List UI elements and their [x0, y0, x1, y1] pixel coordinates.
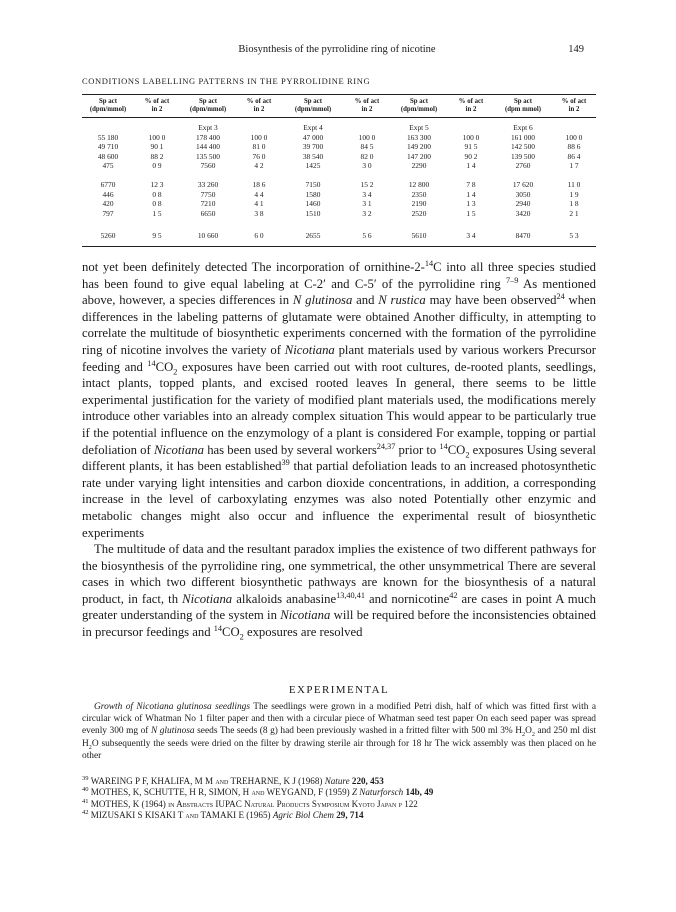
table-cell: 100 0 — [462, 132, 480, 142]
table-cell: 48 600 — [97, 151, 119, 161]
experiment-label — [236, 118, 282, 133]
reference-41: $^{41}$ MOTHES, K (1964) in Abstracts IUPAC Natural Products Symposium Kyoto Japan p 122 — [82, 797, 418, 809]
experiment-label: Expt 5 — [409, 123, 429, 132]
table-cell: 55 180 — [97, 132, 119, 142]
table-cell: 86 4 — [567, 151, 581, 161]
table-cell: 5 6 — [344, 218, 390, 246]
table-cell: 6650 — [200, 208, 216, 218]
table-row — [82, 142, 596, 152]
table-cell: 100 0 — [148, 132, 166, 142]
experiment-label: Expt 6 — [513, 123, 533, 132]
table-cell: 5610 — [390, 218, 448, 246]
table-cell: 90 1 — [150, 142, 164, 152]
table-cell: 139 500 — [510, 151, 536, 161]
column-header: % of act in 2 — [448, 95, 494, 118]
table-cell: 15 2 — [360, 179, 374, 189]
table-cell: 4 2 — [254, 161, 264, 171]
column-header: Sp act (dpm mmol) — [494, 95, 552, 118]
table-cell: 88 6 — [567, 142, 581, 152]
experiment-label — [552, 118, 596, 133]
table-cell: 7 8 — [466, 179, 476, 189]
table-body — [82, 118, 596, 247]
experimental-subhead: Growth of Nicotiana glutinosa seedlings — [94, 702, 250, 712]
experiment-label: Expt 4 — [303, 123, 323, 132]
table-cell: 12 3 — [150, 179, 164, 189]
table-cell: 49 710 — [97, 142, 119, 152]
table-cell: 3 4 — [362, 189, 372, 199]
table-cell: 1 4 — [466, 189, 476, 199]
table-cell: 6 0 — [236, 218, 282, 246]
table-cell: 3420 — [515, 208, 531, 218]
table-cell: 2655 — [282, 218, 344, 246]
column-header: Sp act (dpm/mmol) — [82, 95, 134, 118]
table-cell: 76 0 — [252, 151, 266, 161]
table-row — [82, 171, 596, 190]
table-cell: 1 9 — [569, 189, 579, 199]
table-cell: 178 400 — [195, 132, 221, 142]
table-cell: 1 5 — [152, 208, 162, 218]
table-cell: 2 1 — [569, 208, 579, 218]
table-cell: 4 4 — [254, 189, 264, 199]
experimental-text: Growth of Nicotiana glutinosa seedlings The seedlings were grown in a modified Petri dish, half of which was fitted first with a circular wick of Whatman No 1 filter paper and then with a circular piece of Whatman seed test paper On each seed paper was spread evenly 300 mg of N glutinosa seeds The seeds (8 g) had been previously washed in a fritted filter with 500 ml 3% $H_2O_2$ and 250 ml dist $H_2O$ subsequently the seeds were dried on the filter by drawing sterile air through for 18 hr The wick assembly was then placed on he other — [82, 702, 597, 761]
table-cell: 1510 — [305, 208, 321, 218]
table-row — [82, 152, 596, 162]
body-paragraph-1: not yet been definitely detected The incorporation of ornithine-2-$^{14}$C into all three species studied has been found to give equal labeling at C-2′ and C-5′ of the pyrrolidine ring $^{7-9}$ As mentioned above, however, a species differences in N glutinosa and N rustica may have been observed$^{24}$ when differences in the labeling patterns of glutamate were obtained Another difficulty, in attempting to correlate the multitude of biosynthetic experiments concerned with the formation of the pyrrolidine ring of nicotine involves the variety of Nicotiana plant materials used by various workers Precursor feeding and $^{14}CO_2$ exposures have been carried out with root cultures, de-rooted plants, seedlings, intact plants, topped plants, and excised rooted leaves In general, there seems to be little experimental justification for the variety of modified plant materials used, the modifications merely introduce other variables into an already complex situation This would appear to be particularly true if the potential influence on the enzymology of a plant is considered For example, topping or partial defoliation of Nicotiana has been used by several workers$^{24,37}$ prior to $^{14}CO_2$ exposures Using several different plants, it has been established$^{39}$ that partial defoliation leads to an increased photosynthetic rate under varying light intensities and carbon dioxide concentrations, in addition, a corresponding increase in the level of carboxylating enzymes was also noted Potentially other enzymic and metabolic changes might also occur and influence the experimental result of biosynthetic experiments — [82, 258, 597, 540]
table-cell: 1580 — [305, 189, 321, 199]
experiment-label — [82, 118, 134, 133]
column-header: Sp act (dpm/mmol) — [282, 95, 344, 118]
reference-39: $^{39}$ WAREING P F, KHALIFA, M M and TREHARNE, K J (1968) Nature 220, 453 — [82, 774, 384, 786]
table-cell: 11 0 — [567, 179, 581, 189]
page-number: 149 — [568, 44, 584, 55]
table-row — [82, 190, 596, 200]
table-cell: 100 0 — [565, 132, 583, 142]
experiment-label: Expt 3 — [198, 123, 218, 132]
table-cell: 144 400 — [195, 142, 221, 152]
table-cell: 7750 — [200, 189, 216, 199]
table-cell: 2190 — [411, 199, 427, 209]
table-cell: 7210 — [200, 199, 216, 209]
table-cell: 475 — [102, 161, 114, 171]
table-cell: 2290 — [411, 161, 427, 171]
table-cell: 91 5 — [464, 142, 478, 152]
table-cell: 149 200 — [406, 142, 432, 152]
table-cell: 2760 — [515, 161, 531, 171]
table-cell: 797 — [102, 208, 114, 218]
table-cell: 135 500 — [195, 151, 221, 161]
table-cell: 9 5 — [134, 218, 180, 246]
table-cell: 7150 — [305, 179, 321, 189]
table-cell: 17 620 — [512, 179, 534, 189]
column-header: Sp act (dpm/mmol) — [180, 95, 236, 118]
table-cell: 3 0 — [362, 161, 372, 171]
table-cell: 0 8 — [152, 189, 162, 199]
table-cell: 4 1 — [254, 199, 264, 209]
table-cell: 2350 — [411, 189, 427, 199]
table-cell: 1425 — [305, 161, 321, 171]
table-cell: 8470 — [494, 218, 552, 246]
experiment-label-row — [82, 118, 596, 133]
table-cell: 1 8 — [569, 199, 579, 209]
table-row — [82, 133, 596, 143]
table-cell: 10 660 — [180, 218, 236, 246]
table-cell: 18 6 — [252, 179, 266, 189]
labelling-table — [82, 94, 596, 247]
table-header-row — [82, 95, 596, 118]
table-cell: 147 200 — [406, 151, 432, 161]
table-cell: 2520 — [411, 208, 427, 218]
table-cell: 5 3 — [552, 218, 596, 246]
experiment-label — [134, 118, 180, 133]
table-cell: 12 800 — [408, 179, 430, 189]
table-row — [82, 209, 596, 219]
table-cell: 1 3 — [466, 199, 476, 209]
table-cell: 446 — [102, 189, 114, 199]
column-header: % of act in 2 — [552, 95, 596, 118]
table-cell: 5260 — [82, 218, 134, 246]
table-cell: 7560 — [200, 161, 216, 171]
column-header: Sp act (dpm/mmol) — [390, 95, 448, 118]
table-cell: 6770 — [100, 179, 116, 189]
table-cell: 100 0 — [250, 132, 268, 142]
table-cell: 0 9 — [152, 161, 162, 171]
table-row — [82, 218, 596, 246]
column-header: % of act in 2 — [236, 95, 282, 118]
table-row — [82, 199, 596, 209]
table-cell: 2940 — [515, 199, 531, 209]
column-header: % of act in 2 — [134, 95, 180, 118]
reference-42: $^{42}$ MIZUSAKI S KISAKI T and TAMAKI E (1965) Agric Biol Chem 29, 714 — [82, 809, 364, 821]
table-cell: 420 — [102, 199, 114, 209]
table-cell: 88 2 — [150, 151, 164, 161]
table-cell: 3 1 — [362, 199, 372, 209]
table-cell: 3 4 — [448, 218, 494, 246]
table-cell: 82 0 — [360, 151, 374, 161]
experiment-label — [344, 118, 390, 133]
table-cell: 84 5 — [360, 142, 374, 152]
table-cell: 47 000 — [302, 132, 324, 142]
table-cell: 0 8 — [152, 199, 162, 209]
table-row — [82, 161, 596, 171]
table-cell: 90 2 — [464, 151, 478, 161]
table-cell: 3 8 — [254, 208, 264, 218]
body-text — [82, 259, 596, 641]
column-header: % of act in 2 — [344, 95, 390, 118]
experiment-label — [448, 118, 494, 133]
experimental-heading: EXPERIMENTAL — [288, 684, 390, 696]
table-cell: 100 0 — [358, 132, 376, 142]
running-title: Biosynthesis of the pyrrolidine ring of nicotine — [238, 44, 436, 55]
table-cell: 39 700 — [302, 142, 324, 152]
table-cell: 1 4 — [466, 161, 476, 171]
table-cell: 1460 — [305, 199, 321, 209]
body-paragraph-2: The multitude of data and the resultant paradox implies the existence of two different pathways for the biosynthesis of the pyrrolidine ring, one symmetrical, the other unsymmetrical There are several cases in which two different biosynthetic pathways are known for the biosynthesis of a natural product, in fact, th Nicotiana alkaloids anabasine$^{13,40,41}$ and nornicotine$^{42}$ are cases in point A much greater understanding of the system in Nicotiana will be required before the inconsistencies obtained in precursor feedings and $^{14}CO_2$ exposures are resolved — [82, 542, 597, 642]
table-cell: 33 260 — [197, 179, 219, 189]
table-cell: 142 500 — [510, 142, 536, 152]
table-cell: 163 300 — [406, 132, 432, 142]
table-cell: 1 7 — [569, 161, 579, 171]
references — [82, 776, 596, 822]
table-cell: 38 540 — [302, 151, 324, 161]
table-cell: 3050 — [515, 189, 531, 199]
table-caption: CONDITIONS LABELLING PATTERNS IN THE PYRROLIDINE RING — [82, 76, 371, 86]
table-cell: 3 2 — [362, 208, 372, 218]
table-cell: 161 000 — [510, 132, 536, 142]
table-cell: 1 5 — [466, 208, 476, 218]
table-cell: 81 0 — [252, 142, 266, 152]
table-header — [82, 95, 596, 118]
reference-40: $^{40}$ MOTHES, K, SCHUTTE, H R, SIMON, H and WEYGAND, F (1959) Z Naturforsch 14b, 49 — [82, 786, 434, 798]
